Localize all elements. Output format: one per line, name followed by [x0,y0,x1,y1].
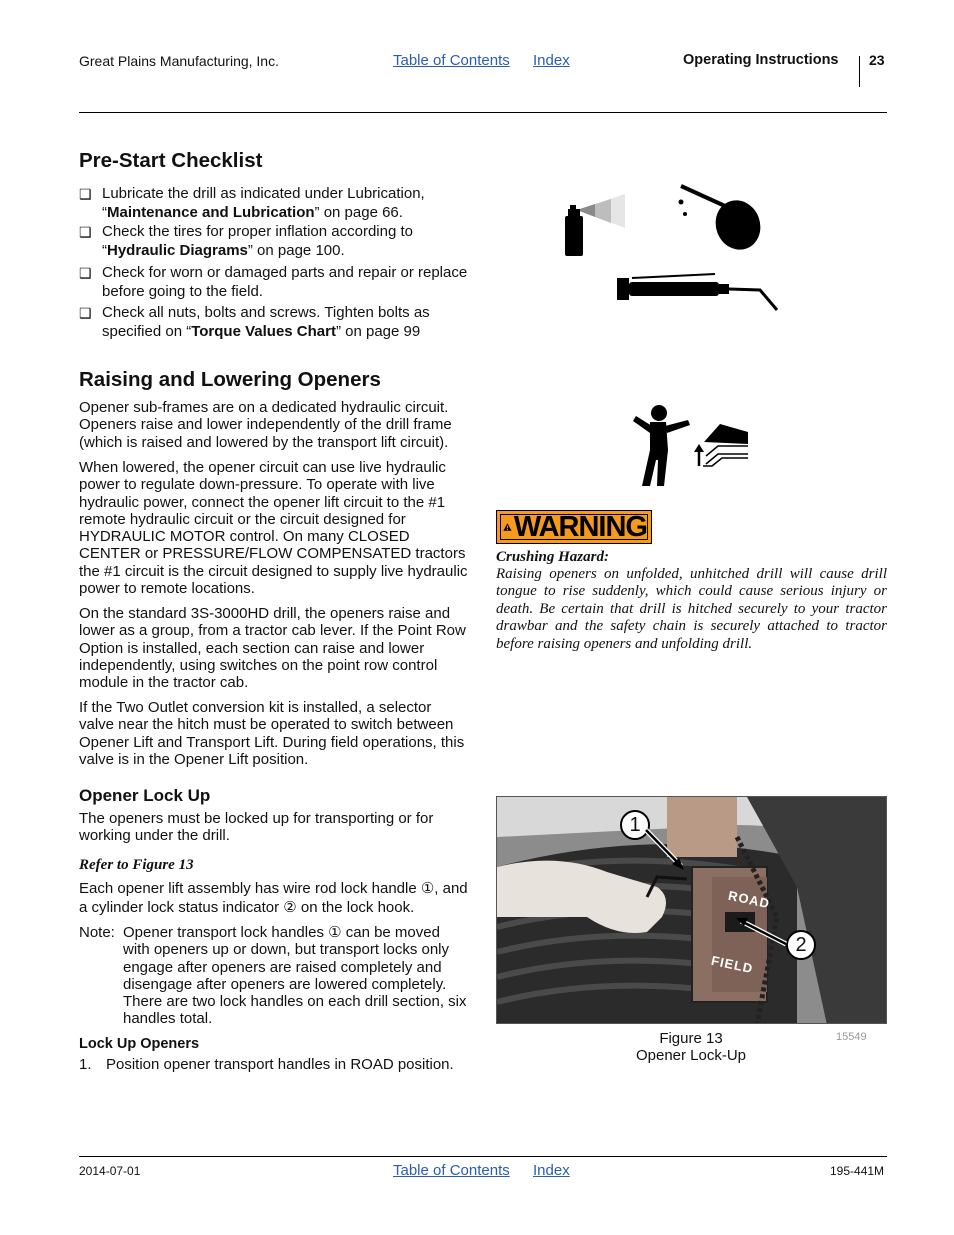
step-number: 1. [79,1056,92,1073]
lockup-intro: The openers must be locked up for transporting or for working under the drill. [79,810,434,845]
hazard-title: Crushing Hazard: [496,549,609,565]
hazard-text: Raising openers on unfolded, unhitched drill will cause drill tongue to rise suddenly, which could cause serious injury or death. Be certain that drill is hitched securely to your tractor drawbar and the safety chain is securely attached to tractor before raising openers and unfolding drill. [496,566,887,652]
checklist-item: ❑ Check the tires for proper inflation according to “Hydraulic Diagrams” on page 100. [79,223,413,259]
step-text: Position opener transport handles in ROAD position. [106,1056,454,1073]
figure-reference: Refer to Figure 13 [79,857,194,873]
header-index-link[interactable]: Index [533,52,570,69]
checklist-item: ❑ Check for worn or damaged parts and repair or replace before going to the field. [79,264,468,300]
footer-index-link[interactable]: Index [533,1162,570,1179]
header-company: Great Plains Manufacturing, Inc. [79,53,279,69]
raising-heading: Raising and Lowering Openers [79,368,381,391]
oil-can-icon [679,186,768,256]
checkbox-icon: ❑ [79,186,92,202]
header-section-title: Operating Instructions [683,52,839,68]
footer-rule [79,1156,887,1157]
header-toc-link[interactable]: Table of Contents [393,52,510,69]
warning-triangle-icon [503,515,512,539]
raising-paragraph: Opener sub-frames are on a dedicated hydraulic circuit. Openers raise and lower independently of the drill frame (which is raised and lowered by the transport lift circuit). [79,399,452,451]
checklist-item: ❑ Check all nuts, bolts and screws. Tighten bolts as specified on “Torque Values Chart” on page 99 [79,304,430,340]
note-text: Opener transport lock handles ① can be moved with openers up or down, but transport locks only engage after openers are raised completely and disengage after openers are lowered completely. There are two lock handles on each drill section, six handles total. [123,924,467,1028]
warning-label: WARNING [513,511,647,543]
raising-paragraph: If the Two Outlet conversion kit is installed, a selector valve near the hitch must be operated to switch between Opener Lift and Transport Lift. During field operations, this valve is in the Opener Lift position. [79,699,465,768]
footer-date: 2014-07-01 [79,1164,141,1178]
figure-caption-title: Opener Lock-Up [635,1047,747,1064]
footer-doc-number: 195-441M [830,1164,885,1178]
figure-caption-number: Figure 13 [659,1030,723,1047]
figure-image-number: 15549 [836,1031,867,1043]
grease-gun-icon [617,274,777,310]
lubrication-icons-illustration [555,180,785,315]
checkbox-icon: ❑ [79,224,92,240]
photo-field-label: FIELD [709,952,755,977]
lockup-description: Each opener lift assembly has wire rod lock handle ①, and a cylinder lock status indicator ② on the lock hook. [79,880,468,916]
warning-signal-box [496,510,652,544]
note-label: Note: [79,924,115,941]
checkbox-icon: ❑ [79,305,92,321]
callout-leaders [496,796,887,1024]
callout-2-number: 2 [795,934,807,956]
checklist-item: ❑ Lubricate the drill as indicated under Lubrication, “Maintenance and Lubrication” on page 66. [79,185,425,221]
raising-paragraph: When lowered, the opener circuit can use live hydraulic power to regulate down-pressure. To operate with live hydraulic power, connect the opener lift circuit to the #1 remote hydraulic circuit or the circuit designed for HYDRAULIC MOTOR control. On many CLOSED CENTER or PRESSURE/FLOW COMPENSATED tractors the #1 circuit is the circuit designed to supply live hydraulic power to remote locations. [79,459,468,598]
header-page-number: 23 [869,52,885,68]
header-rule [79,112,887,113]
header-divider [859,56,860,87]
footer-toc-link[interactable]: Table of Contents [393,1162,510,1179]
prestart-heading: Pre-Start Checklist [79,149,263,172]
crushing-hazard-pictogram [630,402,752,488]
raising-paragraph: On the standard 3S-3000HD drill, the openers raise and lower as a group, from a tractor cab lever. If the Point Row Option is installed, each section can raise and lower independently, using switches on the point row control module in the tractor cab. [79,605,466,692]
callout-1-number: 1 [629,814,641,836]
steps-heading: Lock Up Openers [79,1036,200,1052]
lockup-heading: Opener Lock Up [79,786,211,805]
spray-can-icon [565,194,625,256]
photo-road-label: ROAD [726,887,772,912]
checkbox-icon: ❑ [79,265,92,281]
